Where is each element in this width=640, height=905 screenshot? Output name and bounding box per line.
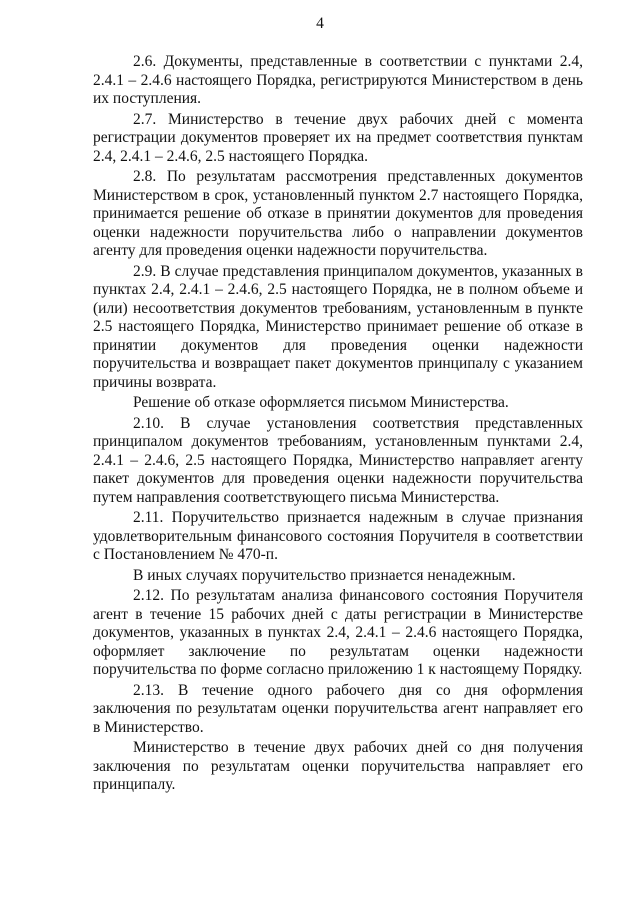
page-number: 4	[316, 15, 324, 32]
paragraph-2-13: 2.13. В течение одного рабочего дня со дня оформления заключения по результатам оценки поручительства агент направляет его в Министерство.	[93, 681, 583, 736]
paragraph-2-9: 2.9. В случае представления принципалом документов, указанных в пунктах 2.4, 2.4.1 – 2.4.6, 2.5 настоящего Порядка, не в полном объеме и (или) несоответствия документов требованиям, установленным в пункте 2.5 настоящего Порядка, Министерство принимает решение об отказе в принятии документов для проведения оценки надежности поручительства и возвращает пакет документов принципалу с указанием причины возврата.	[93, 262, 583, 391]
paragraph-2-11: 2.11. Поручительство признается надежным в случае признания удовлетворительным финансового состояния Поручителя в соответствии с Постановлением № 470-п.	[93, 509, 583, 563]
paragraph-2-10: 2.10. В случае установления соответствия представленных принципалом документов требованиям, установленным пунктами 2.4, 2.4.1 – 2.4.6, 2.5 настоящего Порядка, Министерство направляет агенту пакет документов для проведения оценки надежности поручительства путем направления соответствующего письма Министерства.	[93, 414, 583, 506]
paragraph-unreliable: В иных случаях поручительство признается ненадежным.	[133, 566, 516, 584]
document-body	[93, 53, 583, 795]
paragraph-2-8: 2.8. По результатам рассмотрения представленных документов Министерством в срок, установленный пунктом 2.7 настоящего Порядка, принимается решение об отказе в принятии документов для проведения оценки надежности поручительства либо о направлении документов агенту для проведения оценки надежности поручительства.	[93, 168, 583, 259]
paragraph-2-12: 2.12. По результатам анализа финансового состояния Поручителя агент в течение 15 рабочих дней с даты регистрации в Министерстве документов, указанных в пунктах 2.4, 2.4.1 – 2.4.6 настоящего Порядка, оформляет заключение по результатам оценки надежности поручительства по форме согласно приложению 1 к настоящему Порядку.	[93, 587, 583, 678]
paragraph-ministry-sends: Министерство в течение двух рабочих дней со дня получения заключения по результатам оценки поручительства направляет его принципалу.	[93, 739, 583, 793]
paragraph-2-7: 2.7. Министерство в течение двух рабочих дней с момента регистрации документов проверяет их на предмет соответствия пунктам 2.4, 2.4.1 – 2.4.6, 2.5 настоящего Порядка.	[93, 110, 583, 165]
paragraph-2-6: 2.6. Документы, представленные в соответствии с пунктами 2.4, 2.4.1 – 2.4.6 настоящего Порядка, регистрируются Министерством в день их поступления.	[93, 53, 583, 107]
paragraph-refusal-letter: Решение об отказе оформляется письмом Министерства.	[133, 394, 509, 411]
